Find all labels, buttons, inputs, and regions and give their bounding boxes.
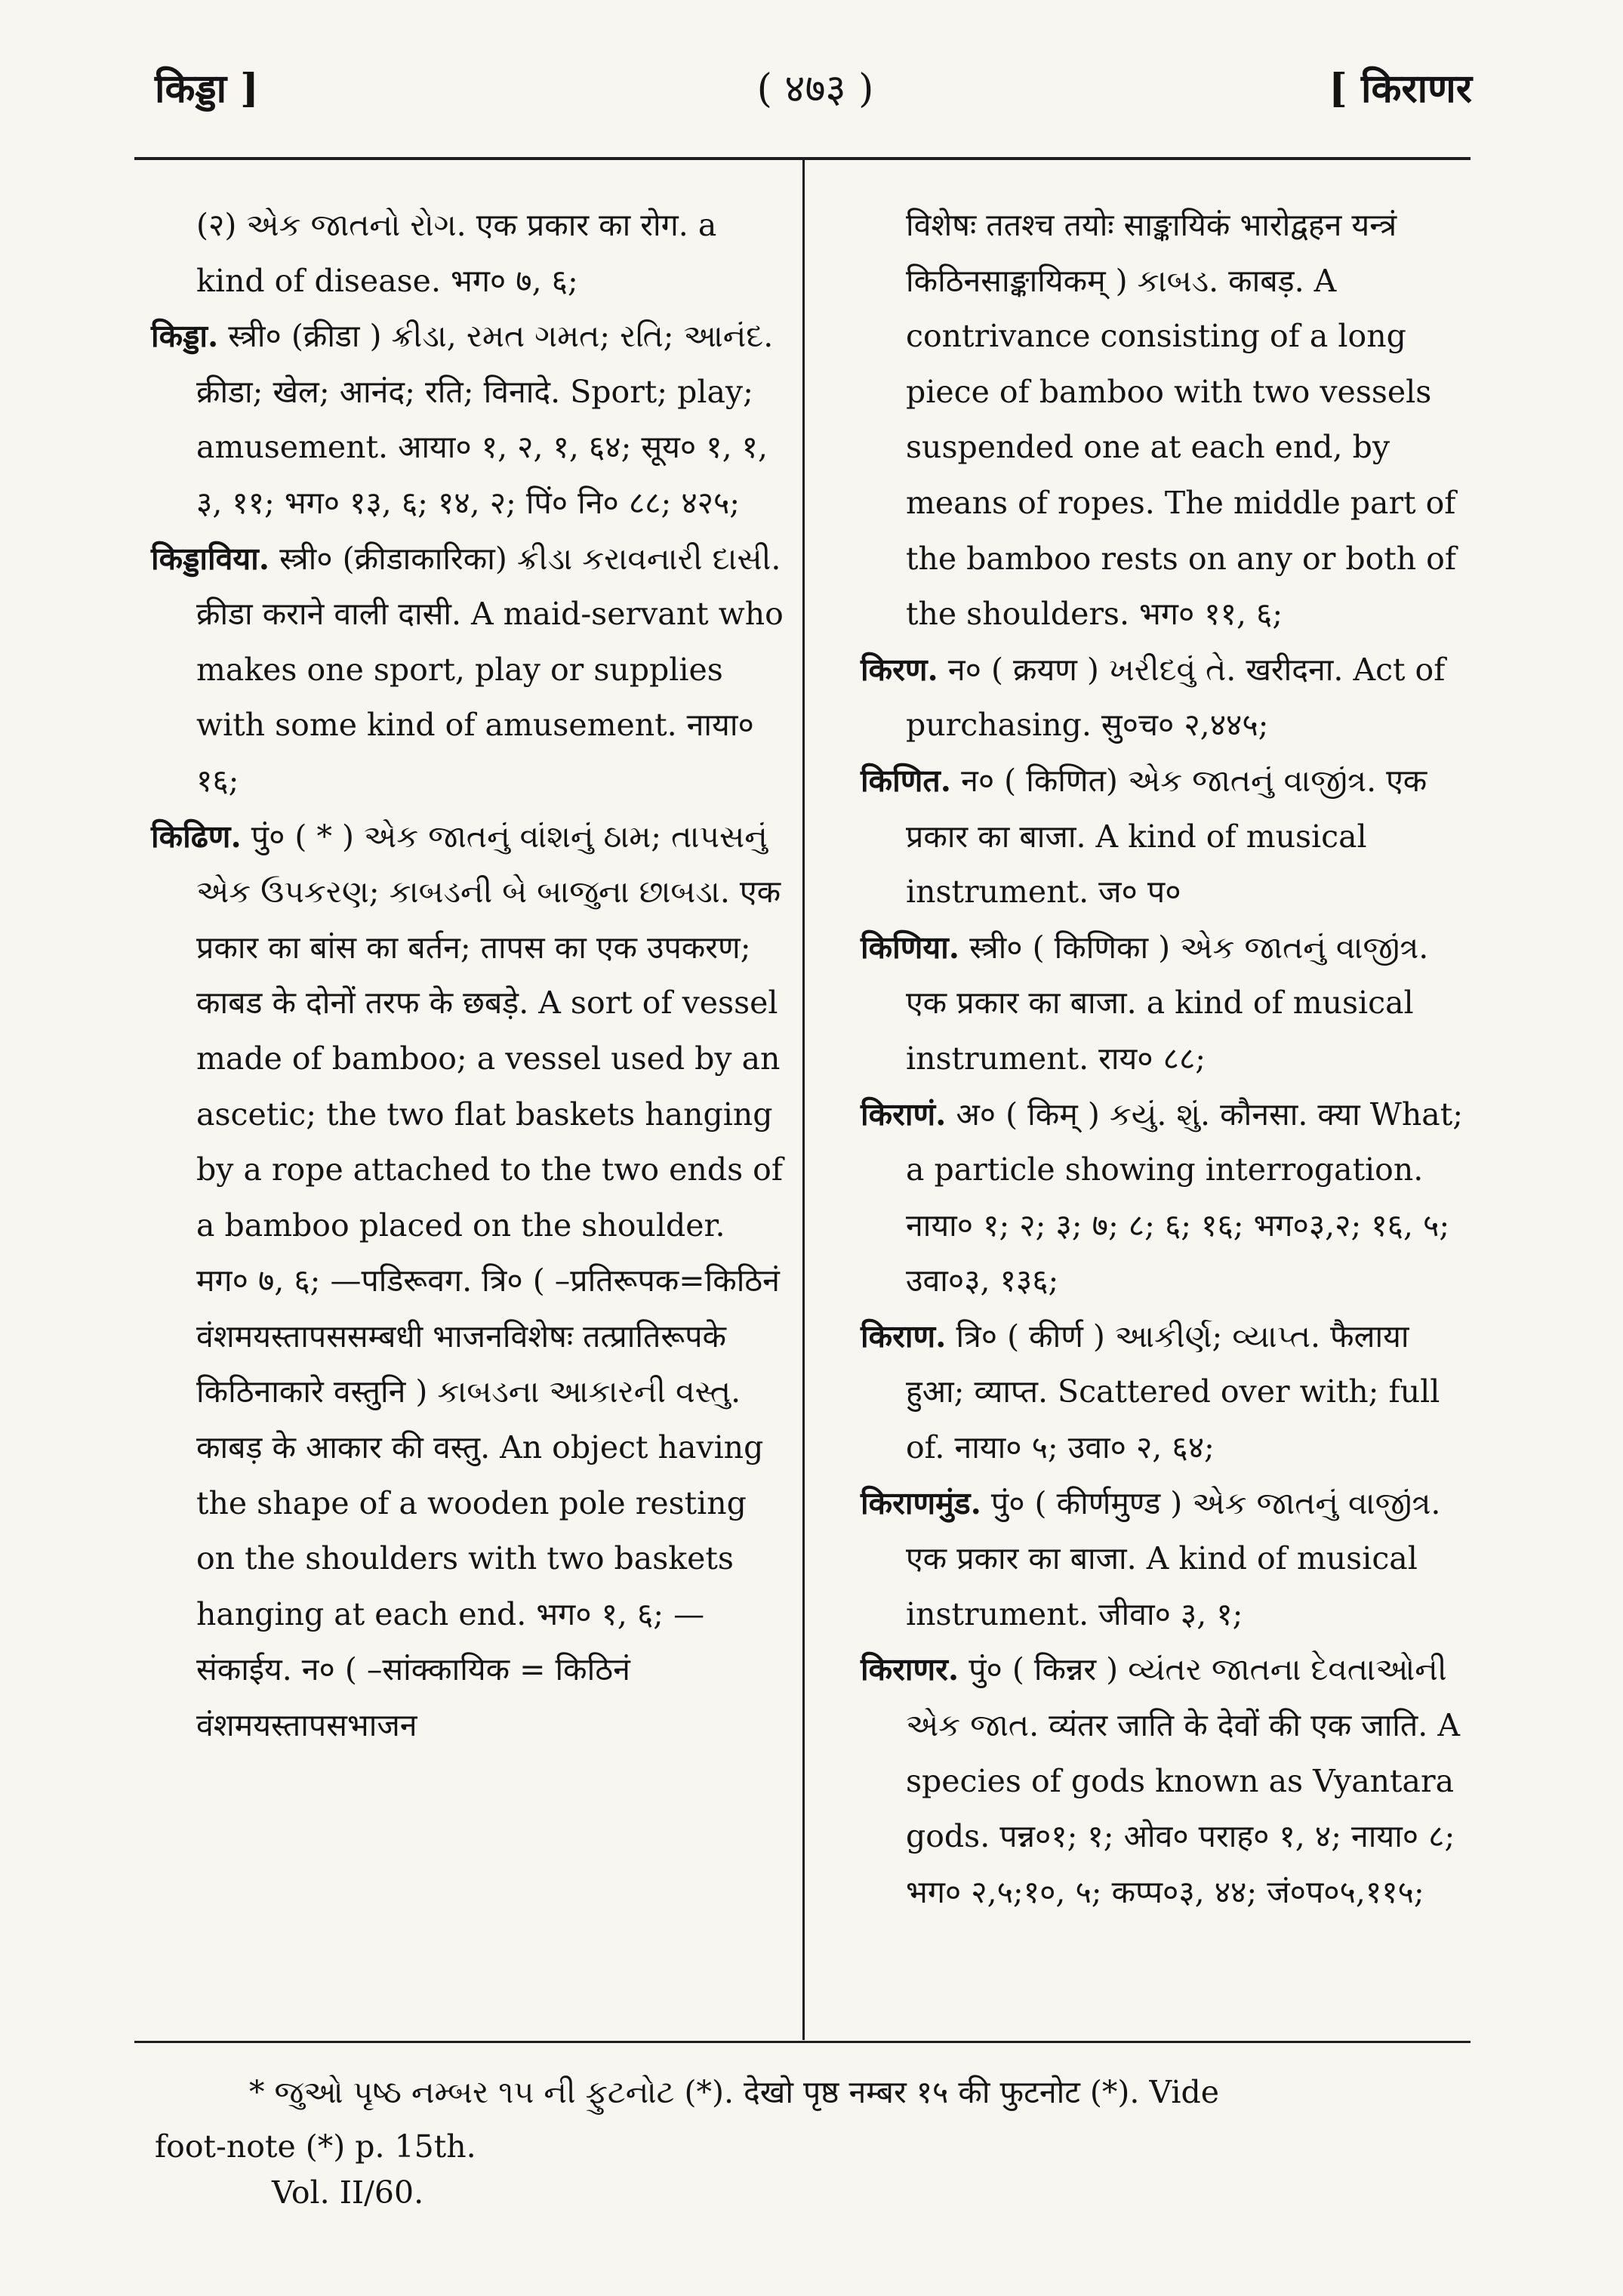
dictionary-entry: [151, 809, 785, 1754]
entry-headword: किराणर.: [861, 1651, 959, 1688]
entry-text: पुं० ( किन्नर ) વ્યંતર જાતના દેવતાઓની એક જાત. व्यंतर जाति के देवों की एक जाति. A species of gods known as Vyantara gods. पन्न०१; १; ओव० पराह० १, ४; नाया० ८; भग० २,५;१०, ५; कप्प०३, ४४; जं०प०५,११५;: [906, 1651, 1460, 1910]
entry-text: पुं० ( कीर्णमुण्ड ) એક જાતનું વાજીંત્ર. एक प्रकार का बाजा. A kind of musical instrument. जीवा० ३, १;: [906, 1484, 1441, 1632]
dictionary-entry: [861, 920, 1464, 1087]
right-column: [861, 198, 1464, 1920]
dictionary-entry: [861, 1476, 1464, 1643]
entry-text: न० ( किणित) એક જાતનું વાજીંત્ર. एक प्रकार का बाजा. A kind of musical instrument. ज० प०: [906, 762, 1427, 911]
entry-text: स्त्री० (क्रीडा ) ક્રીડા, રમત ગમત; રતિ; આનંદ. क्रीडा; खेल; आनंद; रति; विनादे. Sport; play; amusement. आया० १, २, १, ६४; सूय० १, १, ३, ११; भग० १३, ६; १४, २; पिं० नि० ८८; ४२५;: [196, 318, 774, 521]
header-left-guideword: किड्डा ]: [155, 66, 259, 112]
entry-headword: किढिण.: [151, 818, 242, 855]
entry-text: स्त्री० ( किणिका ) એક જાતનું વાજીંત્ર. एक प्रकार का बाजा. a kind of musical instrument. राय० ८८;: [906, 929, 1429, 1077]
dictionary-entry: [861, 1642, 1464, 1920]
entry-headword: किरण.: [861, 651, 938, 688]
footnote-line: * જુઓ પૃષ્ઠ નમ્બર ૧૫ ની ફુટનોટ (*). देखो पृष्ठ नम्बर १५ की फुटनोट (*). Vide: [249, 2074, 1219, 2110]
entry-headword: किराणमुंड.: [861, 1484, 981, 1521]
entry-headword: किराणं.: [861, 1096, 947, 1133]
entry-text: विशेषः ततश्च तयोः साङ्कायिकं भारोद्वहन यन्त्रं किठिनसाङ्कायिकम् ) કાબડ. काबड़. A contrivance consisting of a long piece of bamboo with two vessels suspended one at each end, by means of ropes. The middle part of the bamboo rests on any or both of the shoulders. भग० ११, ६;: [906, 207, 1457, 633]
entry-text: स्त्री० (क्रीडाकारिका) ક્રીડા કરાવનારી દાસી. क्रीडा कराने वाली दासी. A maid-servant who makes one sport, play or supplies with some kind of amusement. नाया० १६;: [196, 540, 784, 799]
entry-headword: किड्डा.: [151, 318, 219, 355]
dictionary-entry: [861, 198, 1464, 643]
entry-text: अ० ( किम् ) કયું. શું. कौनसा. क्या What; a particle showing interrogation. नाया० १; २; ३; ७; ८; ६; १६; भग०३,२; १६, ५; उवा०३, १३६;: [906, 1096, 1464, 1299]
volume-signature: Vol. II/60.: [272, 2174, 424, 2211]
dictionary-entry: [861, 754, 1464, 920]
dictionary-entry: [151, 198, 785, 309]
entry-headword: किड्डाविया.: [151, 540, 270, 577]
left-column: [151, 198, 785, 1754]
entry-text: न० ( क्रयण ) ખરીદવું તે. खरीदना. Act of purchasing. सु०च० २,४४५;: [906, 651, 1446, 744]
entry-text: (२) એક જાતનો રોગ. एक प्रकार का रोग. a kind of disease. भग० ७, ६;: [196, 207, 717, 299]
page-number: ( ४७३ ): [756, 66, 874, 112]
column-divider: [802, 160, 805, 2040]
entry-headword: किणिया.: [861, 929, 960, 966]
dictionary-entry: [861, 1309, 1464, 1476]
entry-headword: किणित.: [861, 762, 952, 799]
entry-headword: किराण.: [861, 1318, 947, 1354]
dictionary-entry: [151, 309, 785, 531]
footnote-line: foot-note (*) p. 15th.: [155, 2128, 476, 2165]
dictionary-entry: [861, 1087, 1464, 1309]
footnote-rule: [134, 2041, 1471, 2043]
entry-text: पुं० ( * ) એક જાતનું વાંશનું ઠામ; તાપસનું એક ઉપકરણ; કાબડની બે બાજુના છાબડા. एक प्रकार का बांस का बर्तन; तापस का एक उपकरण; काबड के दोनों तरफ के छबड़े. A sort of vessel made of bamboo; a vessel used by an ascetic; the two flat baskets hanging by a rope attached to the two ends of a bamboo placed on the shoulder. मग० ७, ६; —पडिरूवग. त्रि० ( –प्रतिरूपक=किठिनं वंशमयस्तापससम्बधी भाजनविशेषः तत्प्रातिरूपके किठिनाकारे वस्तुनि ) કાબડના આકારની વસ્તુ. काबड़ के आकार की वस्तु. An object having the shape of a wooden pole resting on the shoulders with two baskets hanging at each end. भग० १, ६; —संकाईय. न० ( –सांक्कायिक = किठिनं वंशमयस्तापसभाजन: [196, 818, 783, 1744]
dictionary-entry: [151, 532, 785, 809]
footnote: [155, 2065, 1468, 2174]
header-right-guideword: [ किराणर: [1329, 66, 1472, 112]
entry-text: त्रि० ( कीर्ण ) આકીર્ણ; વ્યાપ્ત. फैलाया हुआ; व्याप्त. Scattered over with; full of. नाया० ५; उवा० २, ६४;: [906, 1318, 1440, 1466]
dictionary-entry: [861, 643, 1464, 754]
